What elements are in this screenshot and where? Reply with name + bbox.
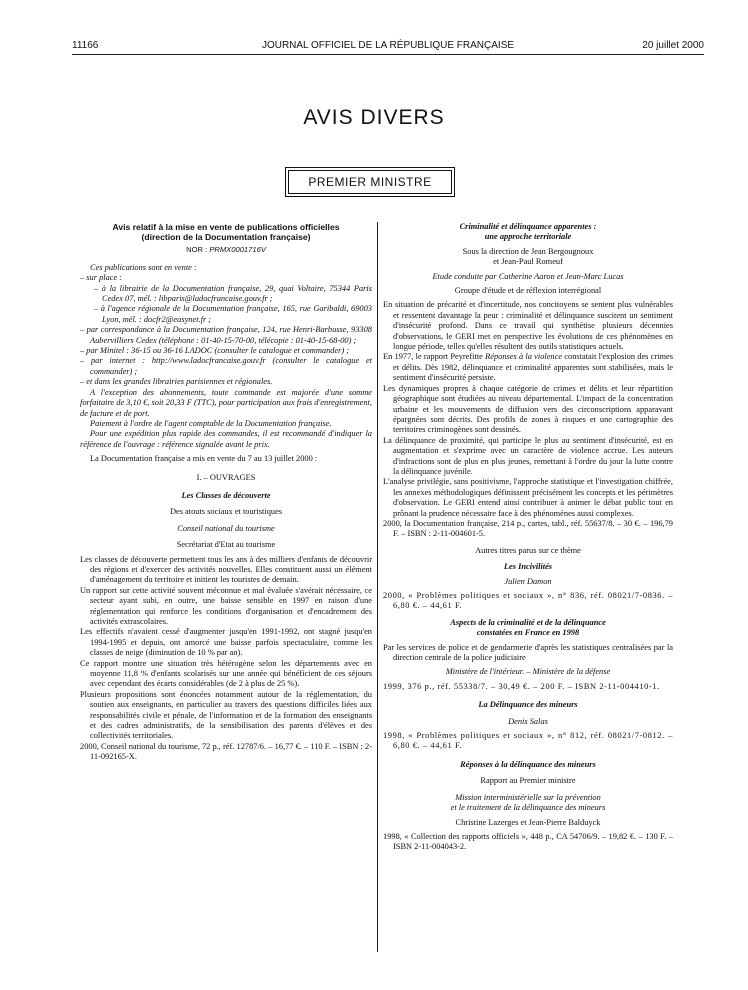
intro-line: – sur place : xyxy=(80,273,123,283)
book-title: Criminalité et délinquance apparentes : xyxy=(459,222,597,231)
book-reference: 1998, « Collection des rapports officiels », 448 p., CA 54706/9. – 19,82 €. – 130 F. – ISBN 2-11-004043-2. xyxy=(383,831,673,852)
book-paragraph: Plusieurs propositions sont énoncées notamment autour de la réglementation, du soutien aux enseignants, en particulier au travers des questions difficiles liées aux responsabilités civile et pénale, de l'information et de la formation des enseignants et des cadres administratifs, de la sensibilisation des parents d'élèves et des collectivités territoriales. xyxy=(80,689,372,741)
journal-title: JOURNAL OFFICIEL DE LA RÉPUBLIQUE FRANÇAISE xyxy=(261,40,515,51)
book-title: La Délinquance des mineurs xyxy=(478,700,578,710)
book-authors: Christine Lazerges et Jean-Pierre Balduyck xyxy=(455,817,601,827)
book-title: une approche territoriale xyxy=(484,232,572,242)
book-paragraph: En 1977, le rapport Peyrefitte Réponses à la violence constatait l'explosion des crimes et délits. Dès 1982, délinquance et criminalité apparentes sont stabilisées, mais le sentiment d'insécurité persiste. xyxy=(383,352,673,383)
book-author: Julien Damon xyxy=(504,576,552,586)
book-paragraph: L'analyse privilégie, sans positivisme, l'approche statistique et l'investigation chiffrée, les annexes méthodologiques définissent précisément les concepts et les périmètres d'observation. Le GERI entend ainsi contribuer à animer le débat public tout en prônant la prudence nécessaire face à des phénomènes aussi complexes. xyxy=(383,477,673,518)
channel-item: – par internet : http://www.ladocfrancaise.gouv.fr (consulter le catalogue et commander) ; xyxy=(80,356,372,376)
book-title: Réponses à la délinquance des mineurs xyxy=(460,759,596,769)
book-reference: 1999, 376 p., réf. 55338/7. – 30,49 €. – 200 F. – ISBN 2-11-004410-1. xyxy=(383,681,660,691)
sale-period: La Documentation française a mis en vente du 7 au 13 juillet 2000 : xyxy=(90,454,318,464)
section-title: AVIS DIVERS xyxy=(303,106,445,129)
book-subtitle: Des atouts sociaux et touristiques xyxy=(169,507,283,517)
book-reference: 2000, Conseil national du tourisme, 72 p., réf. 12787/6. – 16,77 €. – 110 F. – ISBN : 2-11-092165-X. xyxy=(80,741,372,762)
book-study: Etude conduite par Catherine Aaron et Jean-Marc Lucas xyxy=(432,271,624,281)
book-paragraph: Les dynamiques propres à chaque catégorie de crimes et délits et leur répartition géographique sont étudiées au niveau départemental. L'impact de la concentration urbaine et les mouvements de diffusion vers des circonscriptions apparavant épargnées sont décrits. Des profils de zones à risques et une cartographie des territoires criminogènes sont dessinés. xyxy=(383,383,673,435)
book-title: Aspects de la criminalité et de la délinquance xyxy=(450,617,606,627)
book-report: Rapport au Premier ministre xyxy=(480,776,576,786)
book-paragraph: En situation de précarité et d'incertitude, nos concitoyens se sentent plus vulnérables et ressentent davantage la peur : criminalité et délinquance suscitent un sentiment d'insécurité profond. Dans ce travail qui synthétise plusieurs décennies d'observations, le GERI met en perspective les évolutions de ces phénomènes en longue période, telles qu'elles résultent des outils statistiques actuels. xyxy=(383,300,673,352)
channel-item: – par correspondance à la Documentation française, 124, rue Henri-Barbusse, 93308 Aubervilliers Cedex (téléphone : 01-40-15-70-00, télécopie : 01-40-15-68-00) ; xyxy=(80,325,372,345)
channel-item: – par Minitel : 36-15 ou 36-16 LADOC (consulter le catalogue et commander) ; xyxy=(80,346,350,356)
book-direction: Sous la direction de Jean Bergougnoux xyxy=(462,246,594,256)
book-direction: et Jean-Paul Romeuf xyxy=(493,257,563,267)
onsite-item: – à l'agence régionale de la Documentation française, 165, rue Garibaldi, 69003 Lyon, mél. : docfr2@easynet.fr ; xyxy=(94,304,372,324)
book-reference: 2000, la Documentation française, 214 p., cartes, tabl., réf. 55637/8. – 30 €. – 196,79 F. – ISBN : 2-11-004601-5. xyxy=(383,518,673,539)
condition-paragraph: Pour une expédition plus rapide des commandes, il est recommandé d'indiquer la référence de l'ouvrage : référence signalée avant le prix. xyxy=(80,429,372,449)
condition-paragraph: A l'exception des abonnements, toute commande est majorée d'une somme forfaitaire de 3,10 €, soit 20,33 F (TTC), pour participation aux frais d'enregistrement, de facture et de port. xyxy=(80,387,372,418)
page-number: 11166 xyxy=(72,40,99,51)
book-group: Groupe d'étude et de réflexion interrégional xyxy=(454,286,602,296)
notice-title: Avis relatif à la mise en vente de publications officielles (direction de la Documentation française) xyxy=(112,222,340,243)
book-paragraph: Les classes de découverte permettent tous les ans à des milliers d'enfants de découvrir des régions et d'exercer des activités nouvelles. Elles constituent aussi un élément d'aménagement du territoire et initient les touristes de demain. xyxy=(80,554,372,585)
book-author: Denis Salas xyxy=(508,716,548,726)
other-titles-heading: Autres titres parus sur ce thème xyxy=(475,545,581,555)
nor-reference: NOR : PRMX0001716V xyxy=(186,245,266,255)
book-publisher: Secrétariat d'Etat au tourisme xyxy=(176,540,276,550)
book-title: Les Incivilités xyxy=(503,562,553,572)
header-rule xyxy=(72,54,704,55)
chapter-heading: I. – OUVRAGES xyxy=(196,472,256,482)
book-title: constatées en France en 1998 xyxy=(476,628,580,638)
book-paragraph: La délinquance de proximité, qui participe le plus au sentiment d'insécurité, est en augmentation et s'exprime avec un caractère de violence accrue. Les auteurs d'infractions sont de plus en plus jeunes, remettant à l'ordre du jour la lutte contre la délinquance juvénile. xyxy=(383,435,673,476)
book-ministry: Ministère de l'intérieur. – Ministère de la défense xyxy=(445,667,611,677)
channel-item: – et dans les grandes librairies parisiennes et régionales. xyxy=(80,377,273,387)
book-mission: et le traitement de la délinquance des mineurs xyxy=(450,803,606,813)
right-column xyxy=(383,222,673,853)
book-reference: 1998, « Problèmes politiques et sociaux », n° 812, réf. 08021/7-0812. – 6,80 €. – 44,61 F. xyxy=(383,731,673,751)
book-title: Les Classes de découverte xyxy=(181,490,271,500)
intro-line: Ces publications sont en vente : xyxy=(90,262,197,272)
onsite-item: – à la librairie de la Documentation française, 29, quai Voltaire, 75344 Paris Cedex 07, mél. : libparis@ladocfrancaise.gouv.fr ; xyxy=(94,283,372,304)
book-paragraph: Un rapport sur cette activité souvent méconnue et mal évaluée s'avérait nécessaire, ce secteur ayant subi, en outre, une baisse sensible en 1997 en raison d'une réglementation qui renforce les conditions d'organisation et d'encadrement des activités extrascolaires. xyxy=(80,585,372,626)
ministry-box: PREMIER MINISTRE xyxy=(288,170,452,194)
running-header xyxy=(72,40,704,54)
book-author: Conseil national du tourisme xyxy=(177,523,275,533)
issue-date: 20 juillet 2000 xyxy=(642,40,704,51)
left-column xyxy=(80,222,372,763)
book-reference: 2000, « Problèmes politiques et sociaux », n° 836, réf. 08021/7-0836. – 6,80 €. – 44,61 F. xyxy=(383,591,673,611)
condition-paragraph: Paiement à l'ordre de l'agent comptable de la Documentation française. xyxy=(90,418,332,428)
book-mission: Mission interministérielle sur la prévention xyxy=(455,792,601,802)
book-paragraph: Ce rapport montre une situation très hétérogène selon les départements avec en moyenne 11,8 % d'enfants scolarisés sur une année qui bénéficient de ces séjours avec cependant des écarts considérables (de 2 à plus de 25 %). xyxy=(80,658,372,689)
book-paragraph: Les effectifs n'avaient cessé d'augmenter jusqu'en 1991-1992, ont stagné jusqu'en 1994-1995 et depuis, ont amorcé une baisse parfois spectaculaire, comme les classes de neige (diminution de 10 % par an). xyxy=(80,627,372,658)
column-divider xyxy=(377,222,378,952)
book-description: Par les services de police et de gendarmerie d'après les statistiques centralisées par la direction centrale de la police judiciaire xyxy=(383,642,673,663)
